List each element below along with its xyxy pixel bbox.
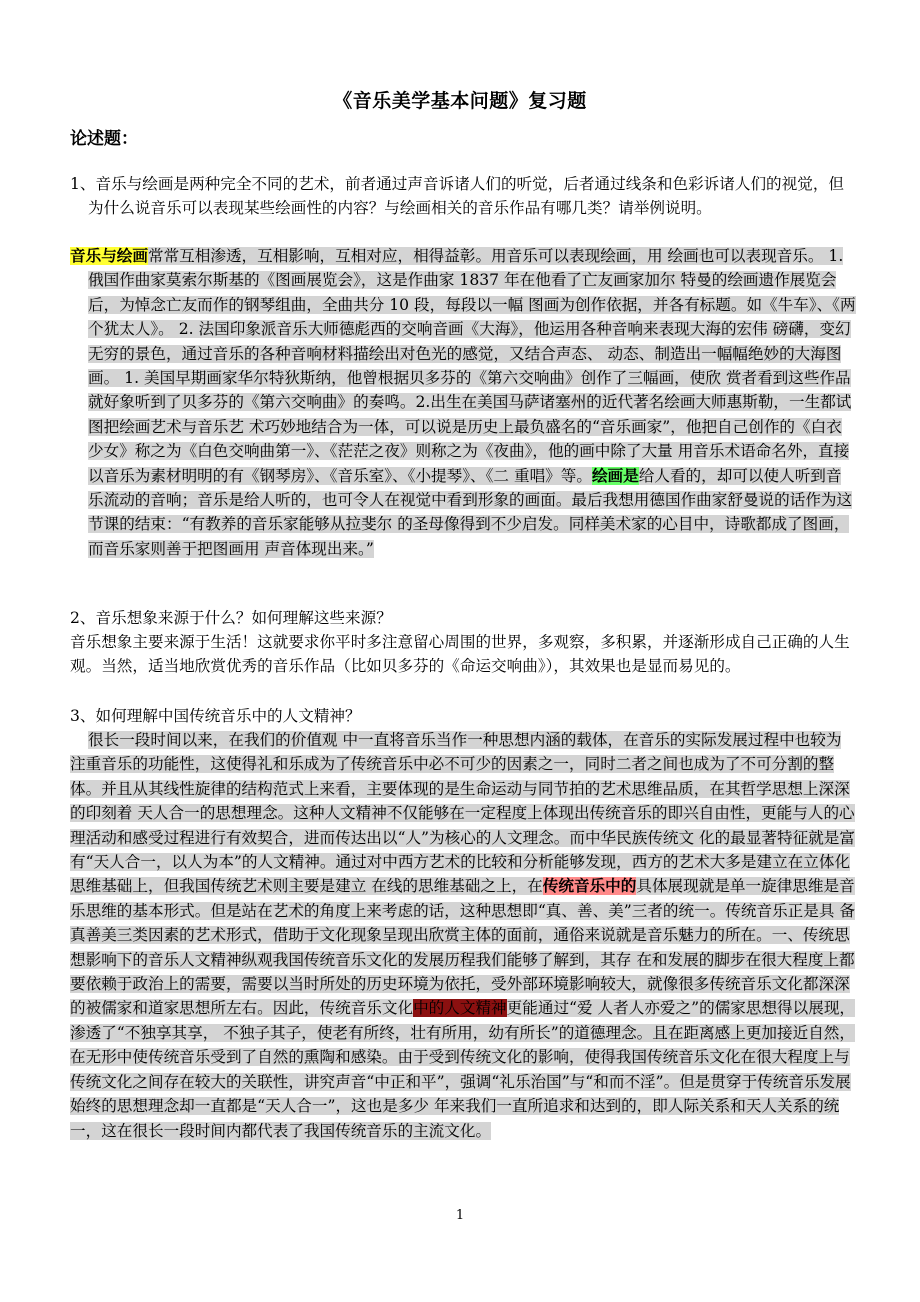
highlight-humanistic-spirit: 中的人文精神 [413, 999, 507, 1018]
highlight-traditional-music: 传统音乐中的 [542, 877, 637, 896]
highlight-painting-is: 绘画是 [591, 466, 639, 485]
page-title: 《音乐美学基本问题》复习题 [333, 90, 587, 112]
answer-3 [70, 728, 856, 1143]
question-1 [70, 172, 856, 221]
answer-1-part-2: 给人看的，却可以使人听到音乐流动的音响；音乐是给人听的，也可令人在视觉中看到形象的画面。最后我想用德国作曲家舒曼说的话作为这节课的结束：“有教养的音乐家能够从拉斐尔 的圣母像得到不少启发。同样美术家的心目中，诗歌都成了图画，而音乐家则善于把图画用 声音体现出来。” [88, 466, 853, 558]
answer-1 [70, 244, 856, 561]
answer-1-part-1: 常常互相渗透，互相影响，互相对应，相得益彰。用音乐可以表现绘画，用 绘画也可以表现音乐。 1. 俄国作曲家莫索尔斯基的《图画展览会》，这是作曲家 1837 年在他看了亡友画家加尔 特曼的绘画遗作展览会后，为悼念亡友而作的钢琴组曲，全曲共分 10 段，每段以一幅 图画为创作依据，并各有标题。如《牛车》、《两个犹太人》。 2. 法国印象派音乐大师德彪西的交响音画《大海》，他运用各种音响来表现大海的宏伟 磅礴，变幻无穷的景色，通过音乐的各种音响材料描绘出对色光的感觉，又结合声态、 动态、制造出一幅幅绝妙的大海图画。 1. 美国早期画家华尔特狄斯纳，他曾根据贝多芬的《第六交响曲》创作了三幅画，使欣 赏者看到这些作品就好象听到了贝多芬的《第六交响曲》的奏鸣。2.出生在美国马萨诸塞州的近代著名绘画大师惠斯勒，一生都试图把绘画艺术与音乐艺 术巧妙地结合为一体，可以说是历史上最负盛名的“音乐画家”，他把自己创作的《白衣 少女》称之为《白色交响曲第一》、《茫茫之夜》则称之为《夜曲》，他的画中除了大量 用音乐术语命名外，直接以音乐为素材明明的有《钢琴房》、《音乐室》、《小提琴》、《二 重唱》等。 [88, 247, 856, 485]
answer-2: 音乐想象主要来源于生活！这就要求你平时多注意留心周围的世界，多观察，多积累，并逐渐形成自己正确的人生观。当然，适当地欣赏优秀的音乐作品（比如贝多芬的《命运交响曲》），其效果也是显而易见的。 [70, 633, 850, 676]
question-1-text: 1、音乐与绘画是两种完全不同的艺术，前者通过声音诉诸人们的听觉，后者通过线条和色彩诉诸人们的视觉，但为什么说音乐可以表现某些绘画性的内容？与绘画相关的音乐作品有哪几类？请举例说明。 [70, 175, 845, 218]
question-2: 2、音乐想象来源于什么？如何理解这些来源？ [70, 609, 392, 627]
answer-3-part-2: 具体展现就是单一旋律思维是音乐思维的基本形式。但是站在艺术的角度上来考虑的话，这种思想即“真、善、美”三者的统一。传统音乐正是具 备真善美三类因素的艺术形式，借助于文化现象呈现出欣赏主体的面前，通俗来说就是音乐魅力的所在。一、传统思想影响下的音乐人文精神纵观我国传统音乐文化的发展历程我们能够了解到，其存 在和发展的脚步在很大程度上都要依赖于政治上的需要，需要以当时所处的历史环境为依托，受外部环境影响较大，就像很多传统音乐文化都深深的被儒家和道家思想所左右。因此，传统音乐文化 [70, 877, 855, 1018]
section-heading: 论述题： [70, 129, 138, 149]
answer-3-part-3: 更能通过“爱 人者人亦爱之”的儒家思想得以展现，渗透了“不独享其享， 不独子其子，使老有所终，壮有所用，幼有所长”的道德理念。且在距离感上更加接近自然，在无形中使传统音乐受到了自然的熏陶和感染。由于受到传统文化的影响，使得我国传统音乐文化在很大程度上与传统文化之间存在较大的关联性，讲究声音“中正和平”，强调“礼乐治国”与“和而不淫”。但是贯穿于传统音乐发展始终的思想理念却一直都是“天人合一”，这也是多少 年来我们一直所追求和达到的，即人际关系和天人关系的统 一，这在很长一段时间内都代表了我国传统音乐的主流文化。 [70, 999, 856, 1140]
highlight-music-painting: 音乐与绘画 [70, 247, 148, 265]
page-number: 1 [455, 1208, 465, 1223]
question-3: 3、如何理解中国传统音乐中的人文精神？ [70, 707, 361, 725]
answer-3-part-1: 很长一段时间以来，在我们的价值观 中一直将音乐当作一种思想内涵的载体，在音乐的实际发展过程中也较为注重音乐的功能性，这使得礼和乐成为了传统音乐中必不可少的因素之一，同时二者之间也成为了不可分割的整体。并且从其线性旋律的结构范式上来看，主要体现的是生命运动与同节拍的艺术思维品质，在其哲学思想上深深的印刻着 天人合一的思想理念。这种人文精神不仅能够在一定程度上体现出传统音乐的即兴自由性，更能与人的心理活动和感受过程进行有效契合，进而传达出以“人”为核心的人文理念。而中华民族传统文 化的最显著特征就是富有“天人合一，以人为本”的人文精神。通过对中西方艺术的比较和分析能够发现，西方的艺术大多是建立在立体化思维基础上，但我国传统艺术则主要是建立 在线的思维基础之上，在 [70, 731, 855, 896]
